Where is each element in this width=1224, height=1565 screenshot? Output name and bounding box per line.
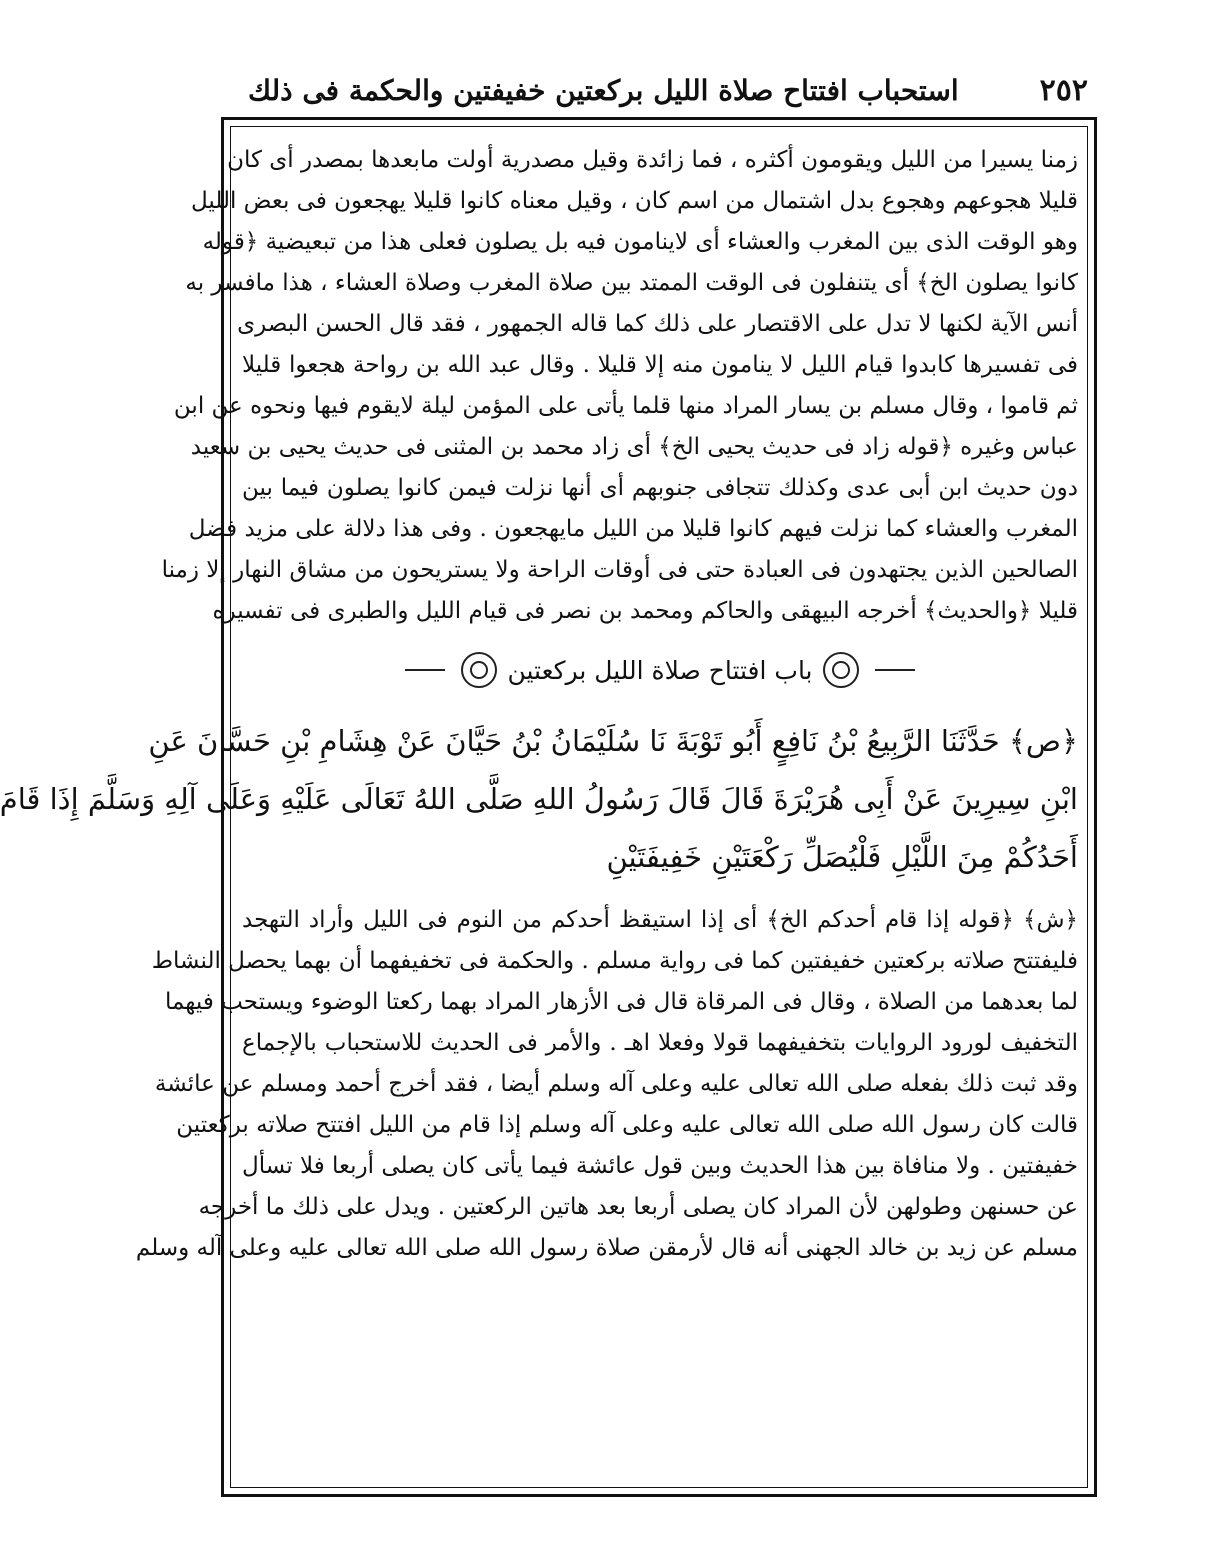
sharh-line: قالت كان رسول الله صلى الله تعالى عليه وعلى آله وسلم إذا قام من الليل افتتح صلاته بركعتين xyxy=(176,1112,1078,1138)
page-header xyxy=(228,55,1088,125)
ornament-icon xyxy=(461,652,497,688)
hadith-text xyxy=(0,712,1078,886)
chapter-heading xyxy=(242,640,1078,700)
commentary-line: زمنا يسيرا من الليل ويقومون أكثره ، فما زائدة وقيل مصدرية أولت مابعدها بمصدر أى كان xyxy=(227,147,1078,173)
sharh-line: عن حسنهن وطولهن لأن المراد كان يصلى أربعا بعد هاتين الركعتين . ويدل على ذلك ما أخرجه xyxy=(198,1194,1078,1220)
hadith-line: ﴿ص﴾ حَدَّثَنَا الرَّبِيعُ بْنُ نَافِعٍ أَبُو تَوْبَةَ نَا سُلَيْمَانُ بْنُ حَيَّانَ عَنْ هِشَامِ بْنِ حَسَّانَ عَنِ xyxy=(148,724,1078,758)
page-body xyxy=(0,140,1078,1480)
commentary-line: ثم قاموا ، وقال مسلم بن يسار المراد منها قلما يأتى على المؤمن ليلة لايقوم فيها ونحوه عن ابن xyxy=(173,393,1078,419)
sharh-line: لما بعدهما من الصلاة ، وقال فى المرقاة قال فى الأزهار المراد بهما ركعتا الوضوء ويستحب فيهما xyxy=(165,989,1078,1015)
page-number: ٢٥٢ xyxy=(1039,72,1088,108)
commentary-line: فى تفسيرها كابدوا قيام الليل لا ينامون منه إلا قليلا . وقال عبد الله بن رواحة هجعوا قليلا xyxy=(242,352,1078,378)
commentary-line: أنس الآية لكنها لا تدل على الاقتصار على ذلك كما قاله الجمهور ، فقد قال الحسن البصرى xyxy=(237,311,1078,337)
commentary-line: عباس وغيره ﴿قوله زاد فى حديث يحيى الخ﴾ أى زاد محمد بن المثنى فى حديث يحيى بن سعيد xyxy=(190,434,1078,460)
sharh-line: وقد ثبت ذلك بفعله صلى الله تعالى عليه وعلى آله وسلم أيضا ، فقد أخرج أحمد ومسلم عن عائشة xyxy=(154,1071,1078,1097)
commentary-line: الصالحين الذين يجتهدون فى العبادة حتى فى أوقات الراحة ولا يستريحون من مشاق النهار إلا زمنا xyxy=(161,557,1078,583)
sharh-block xyxy=(135,900,1078,1269)
sharh-line: فليفتتح صلاته بركعتين خفيفتين كما فى رواية مسلم . والحكمة فى تخفيفهما أن بهما يحصل النشاط xyxy=(151,948,1078,974)
commentary-line: قليلا هجوعهم وهجوع بدل اشتمال من اسم كان ، وقيل معناه كانوا قليلا يهجعون فى بعض الليل xyxy=(190,188,1078,214)
sharh-line: التخفيف لورود الروايات بتخفيفهما قولا وفعلا اهـ . والأمر فى الحديث للاستحباب بالإجماع xyxy=(242,1030,1078,1056)
heading-dash-right xyxy=(875,669,915,671)
running-title: استحباب افتتاح صلاة الليل بركعتين خفيفتين والحكمة فى ذلك xyxy=(248,73,959,107)
sharh-line: ﴿ش﴾ ﴿قوله إذا قام أحدكم الخ﴾ أى إذا استيقظ أحدكم من النوم فى الليل وأراد التهجد xyxy=(242,907,1078,933)
ornament-icon xyxy=(823,652,859,688)
hadith-line: ابْنِ سِيرِينَ عَنْ أَبِى هُرَيْرَةَ قَالَ قَالَ رَسُولُ اللهِ صَلَّى اللهُ تَعَالَى عَلَيْهِ وَعَلَى آلِهِ وَسَلَّمَ إِذَا قَامَ xyxy=(0,782,1078,816)
hadith-line: أَحَدُكُمْ مِنَ اللَّيْلِ فَلْيُصَلِّ رَكْعَتَيْنِ خَفِيفَتَيْنِ xyxy=(606,840,1078,874)
commentary-line: قليلا ﴿والحديث﴾ أخرجه البيهقى والحاكم ومحمد بن نصر فى قيام الليل والطبرى فى تفسيره xyxy=(212,598,1078,624)
commentary-line: وهو الوقت الذى بين المغرب والعشاء أى لاينامون فيه بل يصلون فعلى هذا من تبعيضية ﴿قوله xyxy=(202,229,1078,255)
commentary-line: المغرب والعشاء كما نزلت فيهم كانوا قليلا من الليل مايهجعون . وفى هذا دلالة على مزيد فضل xyxy=(188,516,1078,542)
heading-dash-left xyxy=(405,669,445,671)
chapter-title: باب افتتاح صلاة الليل بركعتين xyxy=(507,655,813,685)
commentary-block xyxy=(161,140,1078,632)
commentary-line: كانوا يصلون الخ﴾ أى يتنفلون فى الوقت الممتد بين صلاة المغرب وصلاة العشاء ، هذا مافسر به xyxy=(185,270,1078,296)
sharh-line: مسلم عن زيد بن خالد الجهنى أنه قال لأرمقن صلاة رسول الله صلى الله تعالى عليه وعلى آله وسلم xyxy=(135,1235,1078,1261)
sharh-line: خفيفتين . ولا منافاة بين هذا الحديث وبين قول عائشة فيما يأتى كان يصلى أربعا فلا تسأل xyxy=(242,1153,1078,1179)
commentary-line: دون حديث ابن أبى عدى وكذلك تتجافى جنوبهم أى أنها نزلت فيمن كانوا يصلون فيما بين xyxy=(242,475,1078,501)
